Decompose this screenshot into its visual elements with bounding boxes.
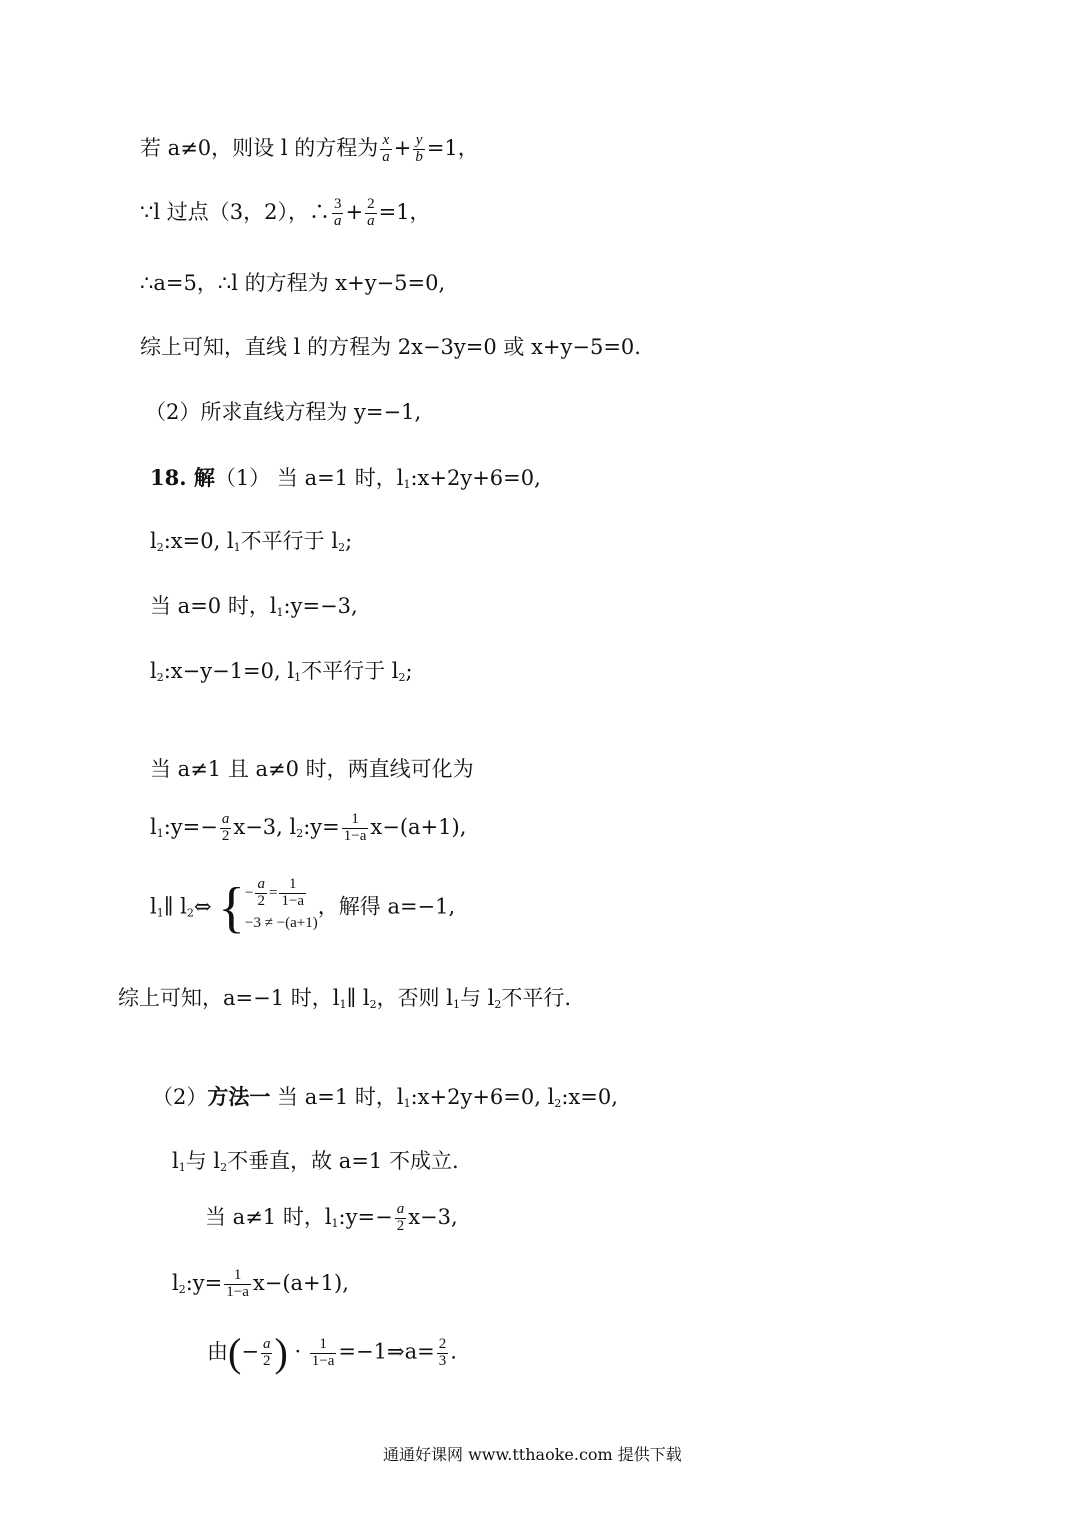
text: 当 a=0 时，l xyxy=(150,594,277,618)
subscript: 2 xyxy=(338,541,346,554)
text: :y=− xyxy=(338,1204,393,1229)
text: 当 a=1 时，l xyxy=(270,1085,404,1109)
text: l xyxy=(150,659,157,683)
line-10: 当 a≠1 且 a≠0 时，两直线可化为 xyxy=(150,757,474,781)
line-1 xyxy=(140,133,479,166)
text: :x+2y+6=0, xyxy=(410,466,541,490)
system-row xyxy=(245,908,318,938)
text: l xyxy=(150,529,157,553)
text: ; xyxy=(345,529,353,553)
subscript: 1 xyxy=(156,826,164,840)
text: l xyxy=(150,814,157,839)
denominator: b xyxy=(415,148,423,165)
line-9 xyxy=(150,661,413,683)
numerator: a xyxy=(262,1335,271,1352)
text: x−(a+1), xyxy=(370,814,467,839)
fraction xyxy=(220,812,232,845)
text: · xyxy=(287,1339,308,1364)
text: =1， xyxy=(426,135,479,160)
line-5: （2）所求直线方程为 y=−1, xyxy=(145,400,422,424)
text: l xyxy=(172,1270,179,1295)
text: ∥ l xyxy=(163,894,187,919)
text: 不平行. xyxy=(501,986,572,1010)
left-brace: { xyxy=(218,877,245,939)
denominator: 1−a xyxy=(281,892,305,909)
subscript: 1 xyxy=(294,671,302,684)
denominator: 2 xyxy=(221,827,230,844)
text: ，解得 a=−1, xyxy=(317,894,456,919)
numerator: 2 xyxy=(367,196,375,212)
text: 不垂直，故 a=1 不成立. xyxy=(227,1149,459,1173)
text: ∥ l xyxy=(346,986,370,1010)
text: （2） xyxy=(152,1085,208,1109)
fraction xyxy=(310,1337,337,1370)
subscript: 2 xyxy=(156,671,164,684)
subscript: 1 xyxy=(233,541,241,554)
numerator: 3 xyxy=(333,196,342,212)
numerator: a xyxy=(257,875,265,892)
subscript: 2 xyxy=(369,998,377,1011)
text: :y= xyxy=(303,814,340,839)
denominator: a xyxy=(367,212,375,229)
denominator: 2 xyxy=(262,1352,271,1369)
text: 当 a≠1 时，l xyxy=(205,1204,332,1229)
text: :x=0, xyxy=(561,1085,618,1109)
denominator: 1−a xyxy=(226,1283,249,1300)
numerator: x xyxy=(382,132,390,148)
problem-number: 18. 解 xyxy=(150,465,215,490)
fraction xyxy=(279,877,306,910)
numerator: 1 xyxy=(233,1267,242,1283)
line-6 xyxy=(150,467,541,490)
fraction xyxy=(342,812,369,845)
line-17 xyxy=(172,1268,349,1301)
subscript: 2 xyxy=(178,1282,186,1296)
fraction xyxy=(395,1202,407,1235)
denominator: 2 xyxy=(257,892,265,909)
method-label: 方法一 xyxy=(207,1084,271,1109)
subscript: 1 xyxy=(339,998,347,1011)
subscript: 1 xyxy=(331,1216,339,1230)
subscript: 2 xyxy=(296,826,304,840)
text: :y= xyxy=(185,1270,223,1295)
text: :y=−3, xyxy=(283,594,358,618)
right-paren: ) xyxy=(274,1330,288,1375)
page-footer: 通通好课网 www.tthaoke.com 提供下载 xyxy=(383,1445,682,1464)
equation-system xyxy=(245,875,318,938)
text: l xyxy=(172,1149,179,1173)
subscript: 2 xyxy=(554,1097,562,1110)
text: 综上可知，a=−1 时，l xyxy=(118,986,340,1010)
numerator: 1 xyxy=(289,875,297,892)
subscript: 1 xyxy=(403,1097,411,1110)
text: ∵l 过点（3，2），∴ xyxy=(140,199,330,224)
fraction xyxy=(255,877,267,910)
text: :y=− xyxy=(163,814,218,839)
subscript: 1 xyxy=(452,998,460,1011)
text: :x−y−1=0, l xyxy=(163,659,295,683)
numerator: a xyxy=(221,811,230,827)
text: −3 ≠ −(a+1) xyxy=(245,914,318,931)
text: =−1⇒a= xyxy=(338,1339,435,1364)
text: x−3, l xyxy=(233,814,297,839)
line-7 xyxy=(150,531,352,553)
text: 与 l xyxy=(459,986,495,1010)
denominator: 3 xyxy=(438,1352,447,1369)
numerator: 1 xyxy=(319,1335,327,1352)
line-4: 综上可知，直线 l 的方程为 2x−3y=0 或 x+y−5=0. xyxy=(140,335,641,359)
iff-symbol: ⇔ xyxy=(193,894,212,919)
text: x−3, xyxy=(408,1204,458,1229)
fraction xyxy=(437,1337,449,1370)
numerator: y xyxy=(415,132,423,148)
numerator: 2 xyxy=(438,1335,447,1352)
denominator: 2 xyxy=(396,1217,405,1234)
text: 与 l xyxy=(185,1149,221,1173)
text: :x+2y+6=0, l xyxy=(410,1085,555,1109)
denominator: a xyxy=(382,148,390,165)
left-paren: ( xyxy=(228,1330,242,1375)
text: l xyxy=(150,894,157,919)
line-2 xyxy=(140,197,431,230)
text: 由 xyxy=(207,1339,228,1364)
fraction xyxy=(365,197,377,230)
text: 不平行于 l xyxy=(301,659,399,683)
subscript: 1 xyxy=(403,478,411,491)
system-row xyxy=(245,875,318,909)
subscript: 2 xyxy=(220,1161,228,1174)
subscript: 2 xyxy=(156,541,164,554)
subscript: 2 xyxy=(398,671,406,684)
fraction xyxy=(224,1268,251,1301)
subscript: 2 xyxy=(494,998,502,1011)
text: （1） 当 a=1 时，l xyxy=(214,466,404,490)
denominator: a xyxy=(333,212,342,229)
denominator: 1−a xyxy=(311,1352,335,1369)
subscript: 2 xyxy=(186,906,194,920)
fraction xyxy=(332,197,344,230)
subscript: 1 xyxy=(178,1161,186,1174)
numerator: a xyxy=(396,1201,405,1217)
line-13 xyxy=(118,988,571,1010)
fraction xyxy=(380,133,392,166)
line-3: ∴a=5，∴l 的方程为 x+y−5=0, xyxy=(140,271,446,295)
text: = xyxy=(268,884,278,901)
fraction xyxy=(261,1337,273,1370)
numerator: 1 xyxy=(351,811,359,827)
operator: + xyxy=(393,135,412,160)
line-14 xyxy=(152,1086,618,1109)
text: 若 a≠0，则设 l 的方程为 xyxy=(140,135,379,160)
subscript: 1 xyxy=(156,906,164,920)
text: − xyxy=(245,884,254,901)
text: ; xyxy=(405,659,413,683)
denominator: 1−a xyxy=(343,827,367,844)
line-11 xyxy=(150,812,466,845)
text: :x=0, l xyxy=(163,529,234,553)
line-15 xyxy=(172,1151,459,1173)
text: 不平行于 l xyxy=(240,529,339,553)
text: =1， xyxy=(378,199,431,224)
text: . xyxy=(450,1339,457,1364)
line-16 xyxy=(205,1202,458,1235)
line-8 xyxy=(150,596,358,618)
fraction xyxy=(413,133,425,166)
text: − xyxy=(241,1339,259,1364)
text: x−(a+1), xyxy=(252,1270,349,1295)
line-18 xyxy=(207,1330,457,1375)
line-12 xyxy=(150,875,456,939)
operator: + xyxy=(345,199,364,224)
subscript: 1 xyxy=(276,606,284,619)
text: ，否则 l xyxy=(376,986,453,1010)
